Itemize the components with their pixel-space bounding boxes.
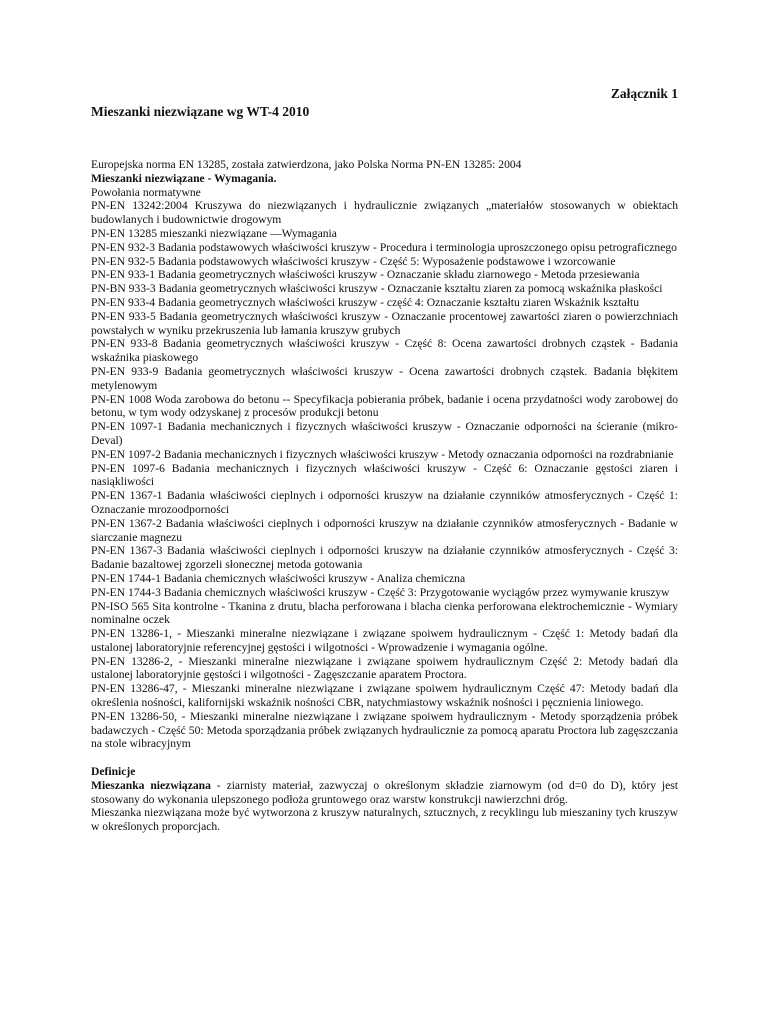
- definition-term: Mieszanka niezwiązana: [91, 778, 211, 792]
- references-heading: Powołania normatywne: [91, 185, 201, 199]
- reference-item: PN-EN 1367-1 Badania właściwości cieplnych i odporności kruszyw na działanie czynników atmosferycznych - Część 1: Oznaczanie mrozoodporności: [91, 489, 678, 516]
- document-page: [91, 86, 678, 834]
- reference-item: PN-EN 933-5 Badania geometrycznych właściwości kruszyw - Oznaczanie procentowej zawartości ziaren o powierzchniach powstałych w wyniku przekruszenia lub łamania kruszyw grubych: [91, 309, 678, 337]
- spacer: [91, 751, 678, 765]
- reference-item: PN-EN 1097-6 Badania mechanicznych i fizycznych właściwości kruszyw - Część 6: Oznaczanie gęstości ziaren i nasiąkliwości: [91, 461, 678, 489]
- document-title: Mieszanki niezwiązane wg WT-4 2010: [91, 104, 310, 119]
- reference-item: PN-EN 1744-3 Badania chemicznych właściwości kruszyw - Część 3: Przygotowanie wyciągów przez wymywanie kruszyw: [91, 585, 670, 599]
- reference-item: PN-EN 1367-2 Badania właściwości cieplnych i odporności kruszyw na działanie czynników atmosferycznych - Badanie w siarczanie magnezu: [91, 516, 678, 544]
- reference-item: PN-EN 1367-3 Badania właściwości cieplnych i odporności kruszyw na działanie czynników atmosferycznych - Część 3: Badanie bazaltowej zgorzeli słonecznej metoda gotowania: [91, 544, 678, 572]
- reference-item: PN-EN 13286-2, - Mieszanki mineralne niezwiązane i związane spoiwem hydraulicznym Część 2: Metody badań dla ustalonej laboratoryjnie gęstości i wilgotności - Zagęszczanie aparatem Proctora.: [91, 654, 678, 682]
- reference-item: PN-EN 1097-2 Badania mechanicznych i fizycznych właściwości kruszyw - Metody oznaczania odporności na rozdrabnianie: [91, 447, 674, 461]
- reference-item: PN-EN 933-8 Badania geometrycznych właściwości kruszyw - Część 8: Ocena zawartości drobnych cząstek - Badania wskaźnika piaskowego: [91, 337, 678, 365]
- reference-item: PN-EN 13286-47, - Mieszanki mineralne niezwiązane i związane spoiwem hydraulicznym Część 47: Metody badań dla określenia nośności, kalifornijski wskaźnik nośności CBR, natychmiastowy wskaźnik nośności i pęcznienia liniowego.: [91, 682, 678, 710]
- intro-line: Europejska norma EN 13285, została zatwierdzona, jako Polska Norma PN-EN 13285: 2004: [91, 158, 522, 171]
- reference-item: PN-EN 1744-1 Badania chemicznych właściwości kruszyw - Analiza chemiczna: [91, 571, 466, 585]
- reference-item: PN-ISO 565 Sita kontrolne - Tkanina z drutu, blacha perforowana i blacha cienka perforowana elektrochemicznie - Wymiary nominalne oczek: [91, 599, 678, 627]
- definition-text: - ziarnisty materiał, zazwyczaj o określonym składzie ziarnowym (od d=0 do D), który jest stosowany do wykonania ulepszonego podłoża gruntowego oraz warstw konstrukcji nawierzchni dróg.: [91, 778, 678, 806]
- reference-item: PN-BN 933-3 Badania geometrycznych właściwości kruszyw - Oznaczanie kształtu ziaren za pomocą wskaźnika płaskości: [91, 282, 663, 296]
- definitions-paragraph: Mieszanka niezwiązana może być wytworzona z kruszyw naturalnych, sztucznych, z recyklingu lub mieszaniny tych kruszyw w określonych proporcjach.: [91, 806, 678, 834]
- reference-item: PN-EN 13286-50, - Mieszanki mineralne niezwiązane i związane spoiwem hydraulicznym - Metody sporządzenia próbek badawczych - Część 50: Metoda sporządzania próbek związanych hydraulicznie za pomocą aparatu Proctora lub zagęszczania na stole wibracyjnym: [91, 709, 678, 751]
- definition-paragraph: [91, 779, 678, 807]
- reference-item: PN-EN 932-5 Badania podstawowych właściwości kruszyw - Część 5: Wyposażenie podstawowe i wzorcowanie: [91, 254, 616, 268]
- reference-item: PN-EN 932-3 Badania podstawowych właściwości kruszyw - Procedura i terminologia uproszczonego opisu petrograficznego: [91, 240, 677, 254]
- definitions-heading: Definicje: [91, 765, 136, 779]
- section-heading: Mieszanki niezwiązane - Wymagania.: [91, 171, 277, 185]
- reference-item: PN-EN 13286-1, - Mieszanki mineralne niezwiązane i związane spoiwem hydraulicznym - Część 1: Metody badań dla ustalonej laboratoryjnie referencyjnej gęstości i wilgotności - Wprowadzenie i wymagania ogólne.: [91, 627, 678, 654]
- annex-label: Załącznik 1: [610, 86, 678, 101]
- reference-item: PN-EN 933-9 Badania geometrycznych właściwości kruszyw - Ocena zawartości drobnych cząstek. Badania błękitem metylenowym: [91, 364, 678, 392]
- reference-item: PN-EN 1097-1 Badania mechanicznych i fizycznych właściwości kruszyw - Oznaczanie odporności na ścieranie (mikro-Deval): [91, 420, 678, 447]
- reference-item: PN-EN 933-4 Badania geometrycznych właściwości kruszyw - część 4: Oznaczanie kształtu ziaren Wskaźnik kształtu: [91, 295, 640, 309]
- reference-item: PN-EN 933-1 Badania geometrycznych właściwości kruszyw - Oznaczanie składu ziarnowego - Metoda przesiewania: [91, 268, 640, 282]
- references-list: [91, 199, 678, 751]
- reference-item: PN-EN 13242:2004 Kruszywa do niezwiązanych i hydraulicznie związanych „materiałów stosowanych w obiektach budowlanych i budownictwie drogowym: [91, 199, 678, 227]
- reference-item: PN-EN 13285 mieszanki niezwiązane —Wymagania: [91, 226, 337, 240]
- reference-item: PN-EN 1008 Woda zarobowa do betonu -- Specyfikacja pobierania próbek, badanie i ocena przydatności wody zarobowej do betonu, w tym wody odzyskanej z procesów produkcji betonu: [91, 392, 678, 420]
